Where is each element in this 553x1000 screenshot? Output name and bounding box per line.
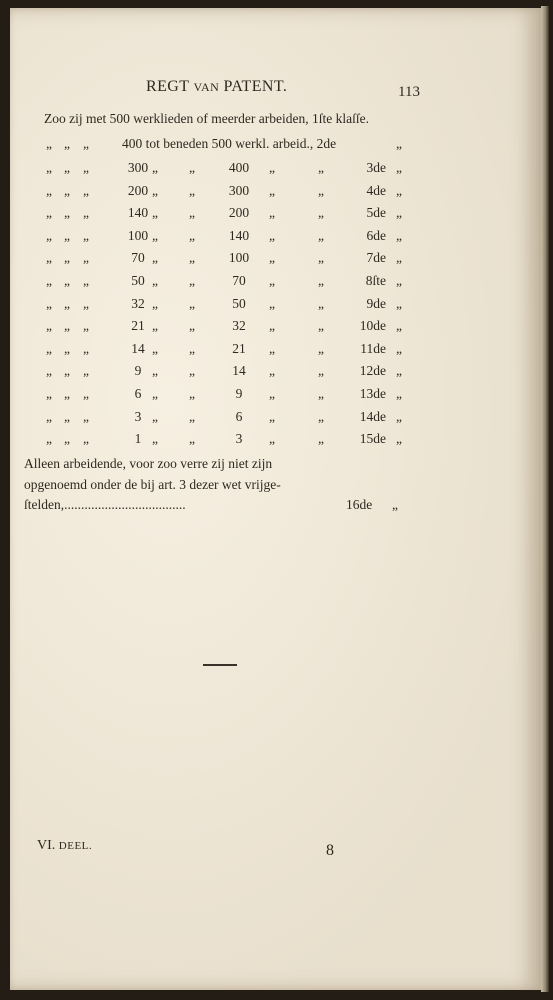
ditto-mark: „ xyxy=(152,386,158,401)
patent-class: 14de xyxy=(359,408,386,424)
ditto-mark: „ xyxy=(64,408,70,424)
ditto-mark: „ xyxy=(46,318,52,334)
ditto-mark: „ xyxy=(318,205,324,221)
ditto-mark: „ xyxy=(152,408,158,424)
ditto-mark: „ xyxy=(46,227,52,243)
worker-count-to: 6 xyxy=(235,408,243,424)
ditto-mark: „ xyxy=(46,340,52,356)
patent-class: 3de xyxy=(366,160,386,175)
patent-class: 9de xyxy=(366,295,386,311)
closing-line-3 xyxy=(24,497,186,513)
ditto-mark: „ xyxy=(189,363,195,379)
ditto-mark: „ xyxy=(396,273,402,288)
ditto-mark: „ xyxy=(189,340,195,356)
worker-count-from: 200 xyxy=(127,182,149,198)
ditto-mark: „ xyxy=(46,408,52,424)
ditto-mark: „ xyxy=(269,182,275,198)
ditto-mark: „ xyxy=(83,205,89,221)
worker-count-from: 6 xyxy=(134,386,142,401)
worker-count-from: 21 xyxy=(131,318,145,334)
worker-count-to: 100 xyxy=(228,250,250,266)
patent-class: 8ſte xyxy=(365,273,386,288)
ditto-mark: „ xyxy=(396,318,402,334)
running-head xyxy=(146,78,287,96)
ditto-mark: „ xyxy=(83,182,89,198)
table-row xyxy=(44,136,444,156)
patent-class: 7de xyxy=(366,250,386,266)
ditto-mark: „ xyxy=(64,250,70,266)
volume-label xyxy=(37,838,92,854)
ditto-mark: „ xyxy=(189,431,195,447)
ditto-mark: „ xyxy=(83,160,89,175)
page-edge xyxy=(541,6,549,992)
ditto-mark: „ xyxy=(64,363,70,379)
worker-count-to: 21 xyxy=(232,340,246,356)
ditto-mark: „ xyxy=(152,273,158,288)
patent-class: 10de xyxy=(359,318,386,334)
patent-class: 12de xyxy=(359,363,386,379)
ditto-mark: „ xyxy=(152,363,158,379)
worker-count-from: 300 xyxy=(127,160,149,175)
table-row xyxy=(44,386,444,406)
ditto-mark: „ xyxy=(396,295,402,311)
worker-count-to: 300 xyxy=(228,182,250,198)
worker-count-from: 140 xyxy=(127,205,149,221)
ditto-mark: „ xyxy=(396,160,402,175)
running-head-part: PATENT. xyxy=(219,78,288,95)
running-head-small-caps: VAN xyxy=(193,80,220,94)
worker-count-from: 50 xyxy=(131,273,145,288)
ditto-mark: „ xyxy=(46,295,52,311)
patent-class: 11de xyxy=(360,340,386,356)
ditto-mark: „ xyxy=(318,227,324,243)
ditto-mark: „ xyxy=(64,431,70,447)
ditto-mark: „ xyxy=(269,205,275,221)
ditto-mark: „ xyxy=(152,160,158,175)
patent-class: 4de xyxy=(366,182,386,198)
ditto-mark: „ xyxy=(189,182,195,198)
ditto-mark: „ xyxy=(46,250,52,266)
worker-count-from: 32 xyxy=(131,295,145,311)
worker-count-to: 400 xyxy=(228,160,250,175)
ditto-mark: „ xyxy=(269,227,275,243)
worker-count-from: 9 xyxy=(134,363,142,379)
ditto-mark: „ xyxy=(64,205,70,221)
table-row xyxy=(44,205,444,225)
ditto-mark: „ xyxy=(189,205,195,221)
ditto-mark: „ xyxy=(152,250,158,266)
closing-word: ſtelden, xyxy=(24,497,65,512)
ditto-mark: „ xyxy=(318,408,324,424)
ditto-mark: „ xyxy=(46,136,52,151)
ditto-mark: „ xyxy=(189,295,195,311)
ditto-mark: „ xyxy=(269,431,275,447)
worker-count-from: 14 xyxy=(131,340,145,356)
ditto-mark: „ xyxy=(396,227,402,243)
ditto-mark: „ xyxy=(396,205,402,221)
worker-count-to: 70 xyxy=(232,273,246,288)
volume-number: VI. xyxy=(37,838,56,853)
ditto-mark: „ xyxy=(189,227,195,243)
ditto-mark: „ xyxy=(83,431,89,447)
patent-class: 6de xyxy=(366,227,386,243)
ditto-mark: „ xyxy=(83,363,89,379)
patent-class: 15de xyxy=(359,431,386,447)
ditto-mark: „ xyxy=(152,205,158,221)
leader-dots: .................................... xyxy=(64,497,186,512)
ditto-mark: „ xyxy=(318,250,324,266)
table-row xyxy=(44,318,444,338)
ditto-mark: „ xyxy=(318,318,324,334)
worker-count-to: 50 xyxy=(232,295,246,311)
ditto-mark: „ xyxy=(269,273,275,288)
ditto-mark: „ xyxy=(64,295,70,311)
signature-mark: 8 xyxy=(326,842,334,859)
worker-count-to: 14 xyxy=(232,363,246,379)
table-row xyxy=(44,228,444,248)
worker-count-to: 32 xyxy=(232,318,246,334)
ditto-mark: „ xyxy=(46,182,52,198)
ditto-mark: „ xyxy=(152,227,158,243)
closing-line-2: opgenoemd onder de bij art. 3 dezer wet vrijge- xyxy=(24,477,281,492)
ditto-mark: „ xyxy=(83,295,89,311)
ditto-mark: „ xyxy=(269,160,275,175)
ditto-mark: „ xyxy=(189,408,195,424)
worker-count-to: 200 xyxy=(228,205,250,221)
ditto-mark: „ xyxy=(318,363,324,379)
ditto-mark: „ xyxy=(269,408,275,424)
ditto-mark: „ xyxy=(64,136,70,151)
ditto-mark: „ xyxy=(64,160,70,175)
ditto-mark: „ xyxy=(46,160,52,175)
ditto-mark: „ xyxy=(64,273,70,288)
page-number: 113 xyxy=(398,84,420,100)
ditto-mark: „ xyxy=(269,295,275,311)
ditto-mark: „ xyxy=(83,136,89,151)
ditto-mark: „ xyxy=(46,205,52,221)
table-row xyxy=(44,431,444,451)
ditto-mark: „ xyxy=(396,363,402,379)
ditto-mark: „ xyxy=(152,340,158,356)
ditto-mark: „ xyxy=(83,227,89,243)
ditto-mark: „ xyxy=(64,340,70,356)
worker-count-to: 140 xyxy=(228,227,250,243)
ditto-mark: „ xyxy=(83,340,89,356)
ditto-mark: „ xyxy=(318,273,324,288)
table-row xyxy=(44,273,444,293)
volume-word: DEEL. xyxy=(58,840,93,852)
ditto-mark: „ xyxy=(318,160,324,175)
worker-count-from: 1 xyxy=(134,431,142,447)
ditto-mark: „ xyxy=(269,250,275,266)
ditto-mark: „ xyxy=(152,318,158,334)
ditto-mark: „ xyxy=(64,227,70,243)
ditto-mark: „ xyxy=(83,408,89,424)
ditto-mark: „ xyxy=(189,160,195,175)
table-row xyxy=(44,409,444,429)
ditto-mark: „ xyxy=(396,340,402,356)
ditto-mark: „ xyxy=(83,318,89,334)
table-row xyxy=(44,341,444,361)
running-head-part: REGT xyxy=(146,78,194,95)
ditto-mark: „ xyxy=(46,431,52,447)
closing-line-1: Alleen arbeidende, voor zoo verre zij niet zijn xyxy=(24,456,273,471)
ditto-mark: „ xyxy=(318,295,324,311)
ditto-mark: „ xyxy=(189,318,195,334)
ditto-mark: „ xyxy=(46,386,52,401)
ditto-mark: „ xyxy=(318,182,324,198)
second-line: 400 tot beneden 500 werkl. arbeid., 2de xyxy=(122,136,337,151)
worker-count-from: 3 xyxy=(134,408,142,424)
ditto-mark: „ xyxy=(64,386,70,401)
ditto-mark: „ xyxy=(189,386,195,401)
ditto-mark: „ xyxy=(189,273,195,288)
ditto-mark: „ xyxy=(152,182,158,198)
ditto-mark: „ xyxy=(396,386,402,401)
patent-class: 5de xyxy=(366,205,386,221)
ditto-mark: „ xyxy=(83,273,89,288)
ditto-mark: „ xyxy=(318,340,324,356)
section-rule xyxy=(203,664,237,666)
ditto-mark: „ xyxy=(269,386,275,401)
ditto-mark: „ xyxy=(83,250,89,266)
ditto-mark: „ xyxy=(269,340,275,356)
ditto-mark: „ xyxy=(46,273,52,288)
intro-line: Zoo zij met 500 werklieden of meerder arbeiden, 1ſte klaſſe. xyxy=(44,111,369,126)
table-row xyxy=(44,160,444,180)
ditto-mark: „ xyxy=(152,295,158,311)
ditto-mark: „ xyxy=(46,363,52,379)
ditto-mark: „ xyxy=(392,497,398,512)
ditto-mark: „ xyxy=(396,250,402,266)
table-row xyxy=(44,250,444,270)
worker-count-from: 70 xyxy=(131,250,145,266)
ditto-mark: „ xyxy=(64,318,70,334)
ditto-mark: „ xyxy=(83,386,89,401)
ditto-mark: „ xyxy=(318,431,324,447)
ditto-mark: „ xyxy=(64,182,70,198)
ditto-mark: „ xyxy=(396,431,402,447)
ditto-mark: „ xyxy=(152,431,158,447)
table-row xyxy=(44,296,444,316)
ditto-mark: „ xyxy=(318,386,324,401)
table-row xyxy=(44,183,444,203)
worker-count-to: 9 xyxy=(235,386,243,401)
closing-class: 16de xyxy=(346,497,373,512)
ditto-mark: „ xyxy=(269,318,275,334)
worker-count-from: 100 xyxy=(127,227,149,243)
ditto-mark: „ xyxy=(396,408,402,424)
patent-class: 13de xyxy=(359,386,386,401)
worker-count-to: 3 xyxy=(235,431,243,447)
ditto-mark: „ xyxy=(396,136,402,151)
ditto-mark: „ xyxy=(269,363,275,379)
table-row xyxy=(44,363,444,383)
ditto-mark: „ xyxy=(396,182,402,198)
ditto-mark: „ xyxy=(189,250,195,266)
